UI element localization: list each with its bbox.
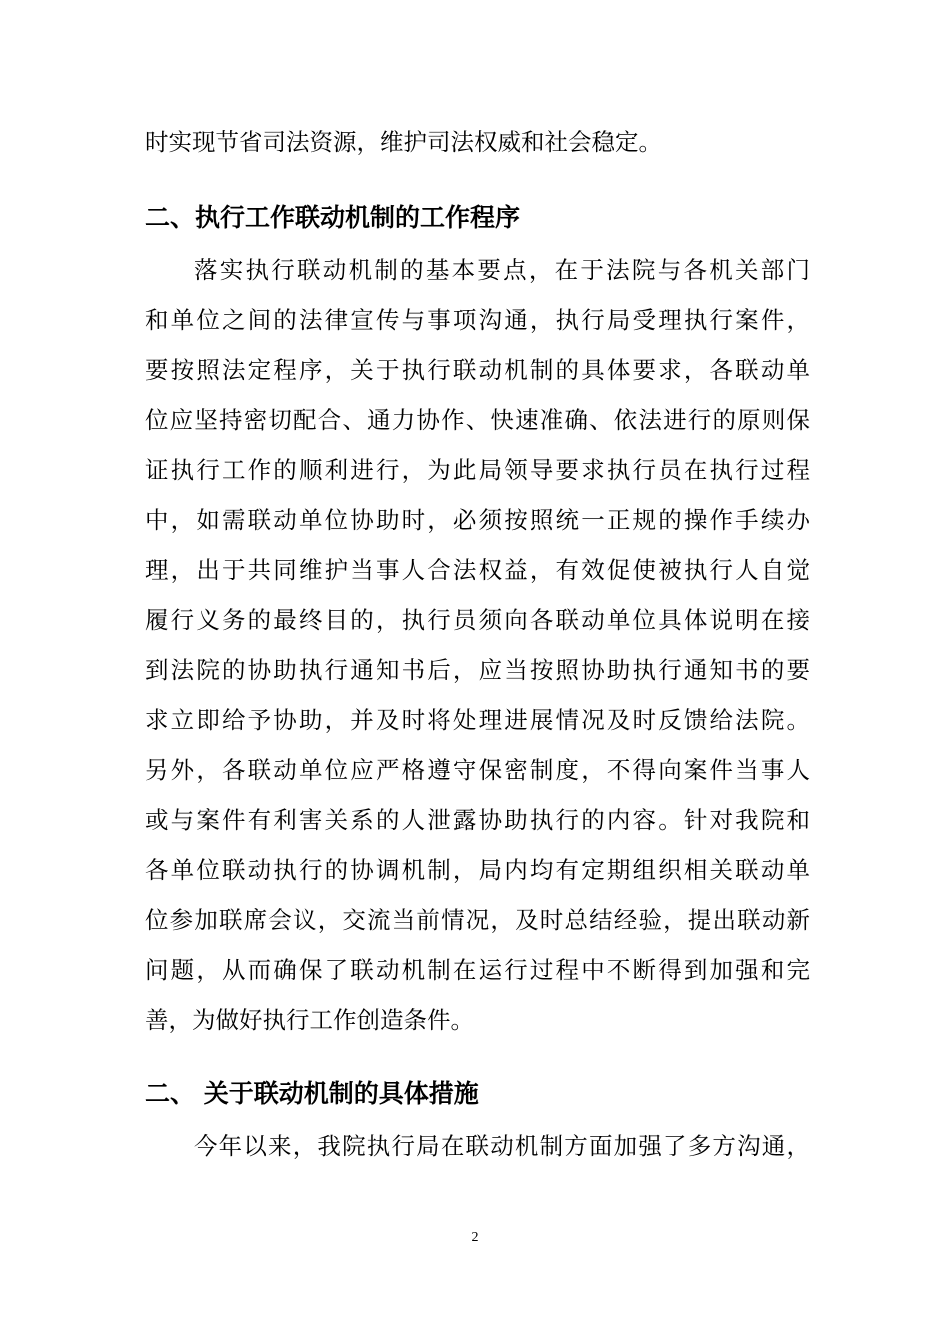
page-number: 2 [471, 1230, 479, 1245]
paragraph-line: 理，出于共同维护当事人合法权益，有效促使被执行人自觉 [145, 556, 810, 584]
document-body [145, 117, 810, 1171]
paragraph-line: 求立即给予协助，并及时将处理进展情况及时反馈给法院。 [145, 706, 810, 734]
section-paragraph [145, 1121, 810, 1171]
paragraph-line: 时实现节省司法资源，维护司法权威和社会稳定。 [145, 128, 662, 156]
section-heading: 二、 关于联动机制的具体措施 [145, 1079, 479, 1108]
paragraph-line: 各单位联动执行的协调机制，局内均有定期组织相关联动单 [145, 856, 810, 884]
section-paragraph [145, 245, 810, 1045]
paragraph-line: 今年以来，我院执行局在联动机制方面加强了多方沟通， [194, 1132, 810, 1160]
paragraph-line: 履行义务的最终目的，执行员须向各联动单位具体说明在接 [145, 606, 810, 634]
paragraph-line: 或与案件有利害关系的人泄露协助执行的内容。针对我院和 [145, 806, 810, 834]
paragraph-line: 证执行工作的顺利进行，为此局领导要求执行员在执行过程 [145, 456, 810, 484]
paragraph-line: 落实执行联动机制的基本要点，在于法院与各机关部门 [194, 256, 810, 284]
paragraph-line: 和单位之间的法律宣传与事项沟通，执行局受理执行案件， [145, 306, 810, 334]
paragraph-line: 问题，从而确保了联动机制在运行过程中不断得到加强和完 [145, 956, 810, 984]
paragraph-line: 另外，各联动单位应严格遵守保密制度，不得向案件当事人 [145, 756, 810, 784]
paragraph-line: 到法院的协助执行通知书后，应当按照协助执行通知书的要 [145, 656, 810, 684]
paragraph-line: 要按照法定程序，关于执行联动机制的具体要求，各联动单 [145, 356, 810, 384]
section-heading: 二、执行工作联动机制的工作程序 [145, 203, 521, 232]
paragraph-line: 中，如需联动单位协助时，必须按照统一正规的操作手续办 [145, 506, 810, 534]
paragraph-line: 位参加联席会议，交流当前情况，及时总结经验，提出联动新 [145, 906, 810, 934]
paragraph-line: 位应坚持密切配合、通力协作、快速准确、依法进行的原则保 [145, 406, 810, 434]
paragraph-line: 善，为做好执行工作创造条件。 [145, 1006, 474, 1034]
